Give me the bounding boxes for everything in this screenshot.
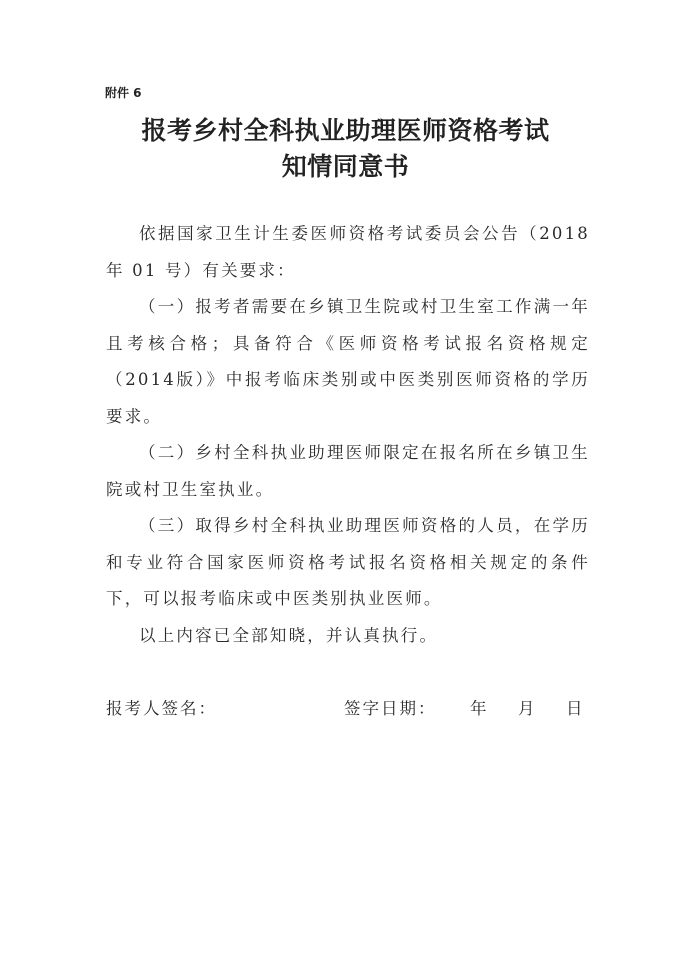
signer-label: 报考人签名： [106,699,217,718]
date-label: 签字日期： [344,699,437,718]
document-title-line2: 知情同意书 [281,152,410,181]
date-day: 日 [566,699,585,718]
paragraph-intro: 依据国家卫生计生委医师资格考试委员会公告（2018年 01 号）有关要求： [106,224,590,280]
date-month: 月 [518,699,537,718]
attachment-label: 附件 6 [105,86,142,100]
document-title-line1: 报考乡村全科执业助理医师资格考试 [141,116,550,145]
signature-row [106,695,590,719]
document-body [106,216,590,654]
paragraph-item-1: （一）报考者需要在乡镇卫生院或村卫生室工作满一年且考核合格；具备符合《医师资格考试报名资格规定（2014版）》中报考临床类别或中医类别医师资格的学历要求。 [106,297,590,426]
paragraph-item-3: （三）取得乡村全科执业助理医师资格的人员，在学历和专业符合国家医师资格考试报名资格相关规定的条件下，可以报考临床或中医类别执业医师。 [106,516,590,608]
date-year: 年 [470,699,489,718]
paragraph-item-2: （二）乡村全科执业助理医师限定在报名所在乡镇卫生院或村卫生室执业。 [106,443,590,499]
paragraph-acknowledgement: 以上内容已全部知晓，并认真执行。 [139,625,439,645]
